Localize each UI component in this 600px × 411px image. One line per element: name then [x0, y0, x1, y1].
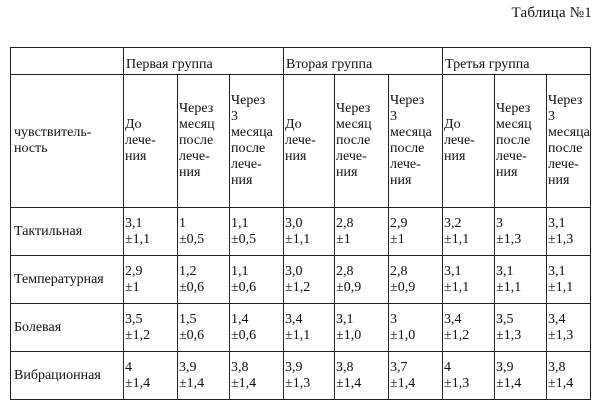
value-cell: 3,5 ±1,2 — [124, 304, 178, 352]
value-cell: 3,0 ±1,1 — [284, 208, 335, 256]
value-cell: 1 ±0,5 — [178, 208, 230, 256]
subheader-cell: Через 3 месяца после лече- ния — [547, 75, 591, 208]
value-cell: 3,1 ±1,1 — [124, 208, 178, 256]
value-cell: 3,8 ±1,4 — [547, 352, 591, 400]
value-cell: 3 ±1,0 — [389, 304, 443, 352]
group-header-third: Третья группа — [443, 48, 591, 75]
value-cell: 3,1 ±1,1 — [547, 256, 591, 304]
value-cell: 3,8 ±1,4 — [230, 352, 284, 400]
subheader-cell: Через месяц после лече- ния — [495, 75, 547, 208]
value-cell: 4 ±1,3 — [443, 352, 495, 400]
group-header-row — [11, 48, 591, 75]
value-cell: 3,1 ±1,1 — [495, 256, 547, 304]
subheader-row — [11, 75, 591, 208]
table-row — [11, 208, 591, 256]
corner-cell — [11, 48, 124, 75]
row-label: Вибрационная — [11, 352, 124, 400]
sensitivity-header: чувствитель-ность — [11, 75, 124, 208]
table-row — [11, 304, 591, 352]
value-cell: 3,2 ±1,1 — [443, 208, 495, 256]
value-cell: 3,9 ±1,3 — [284, 352, 335, 400]
value-cell: 2,8 ±0,9 — [389, 256, 443, 304]
table-row — [11, 352, 591, 400]
value-cell: 1,1 ±0,5 — [230, 208, 284, 256]
value-cell: 3,1 ±1,0 — [335, 304, 389, 352]
value-cell: 1,4 ±0,6 — [230, 304, 284, 352]
subheader-cell: До лече- ния — [443, 75, 495, 208]
subheader-cell: Через 3 месяца после лече- ния — [230, 75, 284, 208]
subheader-cell: До лече- ния — [284, 75, 335, 208]
value-cell: 3,9 ±1,4 — [495, 352, 547, 400]
group-header-second: Вторая группа — [284, 48, 443, 75]
value-cell: 1,1 ±0,6 — [230, 256, 284, 304]
table-body — [11, 208, 591, 400]
value-cell: 3,5 ±1,3 — [495, 304, 547, 352]
value-cell: 3,8 ±1,4 — [335, 352, 389, 400]
value-cell: 2,8 ±0,9 — [335, 256, 389, 304]
subheader-cell: До лече- ния — [124, 75, 178, 208]
value-cell: 2,9 ±1 — [389, 208, 443, 256]
value-cell: 2,8 ±1 — [335, 208, 389, 256]
value-cell: 3,4 ±1,3 — [547, 304, 591, 352]
group-header-first: Первая группа — [124, 48, 284, 75]
row-label: Температурная — [11, 256, 124, 304]
value-cell: 3,4 ±1,2 — [443, 304, 495, 352]
value-cell: 3 ±1,3 — [495, 208, 547, 256]
subheader-cell: Через 3 месяца после лече- ния — [389, 75, 443, 208]
value-cell: 2,9 ±1 — [124, 256, 178, 304]
value-cell: 3,4 ±1,1 — [284, 304, 335, 352]
results-table — [10, 47, 591, 400]
value-cell: 3,0 ±1,2 — [284, 256, 335, 304]
value-cell: 1,5 ±0,6 — [178, 304, 230, 352]
value-cell: 4 ±1,4 — [124, 352, 178, 400]
subheader-cell: Через месяц после лече- ния — [335, 75, 389, 208]
value-cell: 3,7 ±1,4 — [389, 352, 443, 400]
value-cell: 3,1 ±1,3 — [547, 208, 591, 256]
subheader-cell: Через месяц после лече- ния — [178, 75, 230, 208]
value-cell: 1,2 ±0,6 — [178, 256, 230, 304]
table-row — [11, 256, 591, 304]
table-caption: Таблица №1 — [511, 5, 592, 21]
value-cell: 3,1 ±1,1 — [443, 256, 495, 304]
row-label: Болевая — [11, 304, 124, 352]
row-label: Тактильная — [11, 208, 124, 256]
value-cell: 3,9 ±1,4 — [178, 352, 230, 400]
